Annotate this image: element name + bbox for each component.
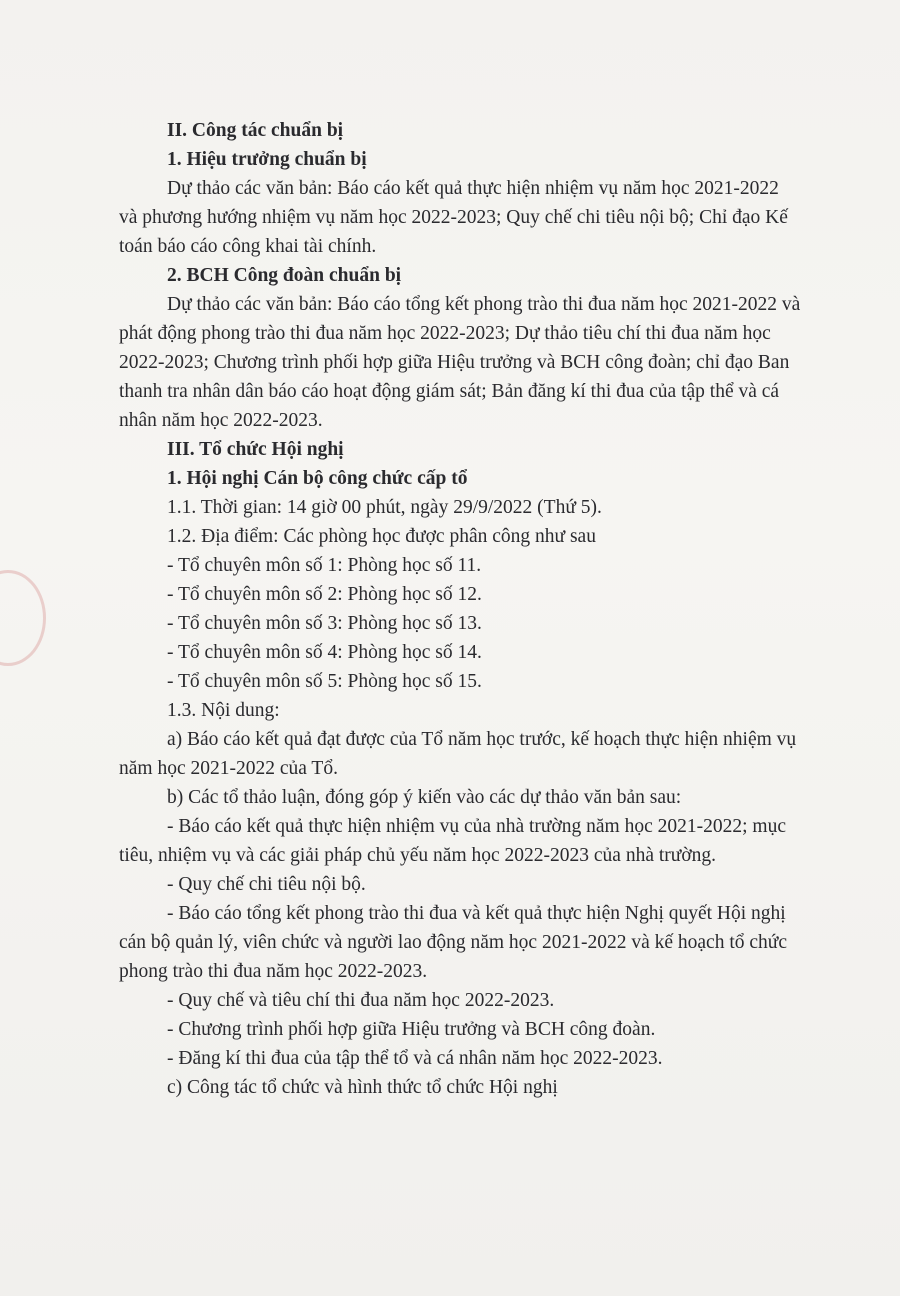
paragraph-line: b) Các tổ thảo luận, đóng góp ý kiến vào các dự thảo văn bản sau:: [167, 787, 682, 808]
heading-section-II: II. Công tác chuẩn bị: [167, 120, 344, 141]
paragraph-line: và phương hướng nhiệm vụ năm học 2022-2023; Quy chế chi tiêu nội bộ; Chỉ đạo Kế: [119, 207, 788, 228]
paragraph-line: c) Công tác tổ chức và hình thức tổ chức Hội nghị: [167, 1077, 558, 1098]
room-item: - Tổ chuyên môn số 1: Phòng học số 11.: [167, 555, 482, 576]
heading-group-meeting: 1. Hội nghị Cán bộ công chức cấp tổ: [167, 468, 468, 489]
heading-principal-prep: 1. Hiệu trưởng chuẩn bị: [167, 149, 367, 170]
paragraph-line: - Báo cáo tổng kết phong trào thi đua và kết quả thực hiện Nghị quyết Hội nghị: [167, 903, 786, 924]
paragraph-line: - Đăng kí thi đua của tập thể tổ và cá nhân năm học 2022-2023.: [167, 1048, 663, 1069]
paragraph-line: Dự thảo các văn bản: Báo cáo kết quả thực hiện nhiệm vụ năm học 2021-2022: [167, 178, 779, 199]
paragraph-line: toán báo cáo công khai tài chính.: [119, 236, 377, 257]
paragraph-line: - Quy chế chi tiêu nội bộ.: [167, 874, 366, 895]
paragraph-line: cán bộ quản lý, viên chức và người lao động năm học 2021-2022 và kế hoạch tổ chức: [119, 932, 787, 953]
meeting-time: 1.1. Thời gian: 14 giờ 00 phút, ngày 29/9/2022 (Thứ 5).: [167, 497, 602, 518]
room-item: - Tổ chuyên môn số 4: Phòng học số 14.: [167, 642, 482, 663]
paragraph-line: thanh tra nhân dân báo cáo hoạt động giám sát; Bản đăng kí thi đua của tập thể và cá: [119, 381, 780, 402]
document-body: [119, 116, 857, 1102]
paragraph-line: - Quy chế và tiêu chí thi đua năm học 2022-2023.: [167, 990, 555, 1011]
paragraph-line: Dự thảo các văn bản: Báo cáo tổng kết phong trào thi đua năm học 2021-2022 và: [167, 294, 801, 315]
heading-section-III: III. Tổ chức Hội nghị: [167, 439, 344, 460]
room-item: - Tổ chuyên môn số 2: Phòng học số 12.: [167, 584, 482, 605]
paragraph-line: phát động phong trào thi đua năm học 2022-2023; Dự thảo tiêu chí thi đua năm học: [119, 323, 771, 344]
paragraph-line: - Báo cáo kết quả thực hiện nhiệm vụ của nhà trường năm học 2021-2022; mục: [167, 816, 786, 837]
room-item: - Tổ chuyên môn số 5: Phòng học số 15.: [167, 671, 482, 692]
paragraph-line: phong trào thi đua năm học 2022-2023.: [119, 961, 428, 982]
heading-union-prep: 2. BCH Công đoàn chuẩn bị: [167, 265, 402, 286]
paragraph-line: - Chương trình phối hợp giữa Hiệu trưởng và BCH công đoàn.: [167, 1019, 656, 1040]
meeting-place: 1.2. Địa điểm: Các phòng học được phân công như sau: [167, 526, 596, 547]
paragraph-line: tiêu, nhiệm vụ và các giải pháp chủ yếu năm học 2022-2023 của nhà trường.: [119, 845, 717, 866]
paragraph-line: a) Báo cáo kết quả đạt được của Tổ năm học trước, kế hoạch thực hiện nhiệm vụ: [167, 729, 797, 750]
paragraph-line: nhân năm học 2022-2023.: [119, 410, 323, 431]
paragraph-line: năm học 2021-2022 của Tổ.: [119, 758, 338, 779]
stamp-edge: [0, 570, 46, 666]
content-title: 1.3. Nội dung:: [167, 700, 280, 721]
paragraph-line: 2022-2023; Chương trình phối hợp giữa Hiệu trưởng và BCH công đoàn; chỉ đạo Ban: [119, 352, 790, 373]
room-item: - Tổ chuyên môn số 3: Phòng học số 13.: [167, 613, 482, 634]
